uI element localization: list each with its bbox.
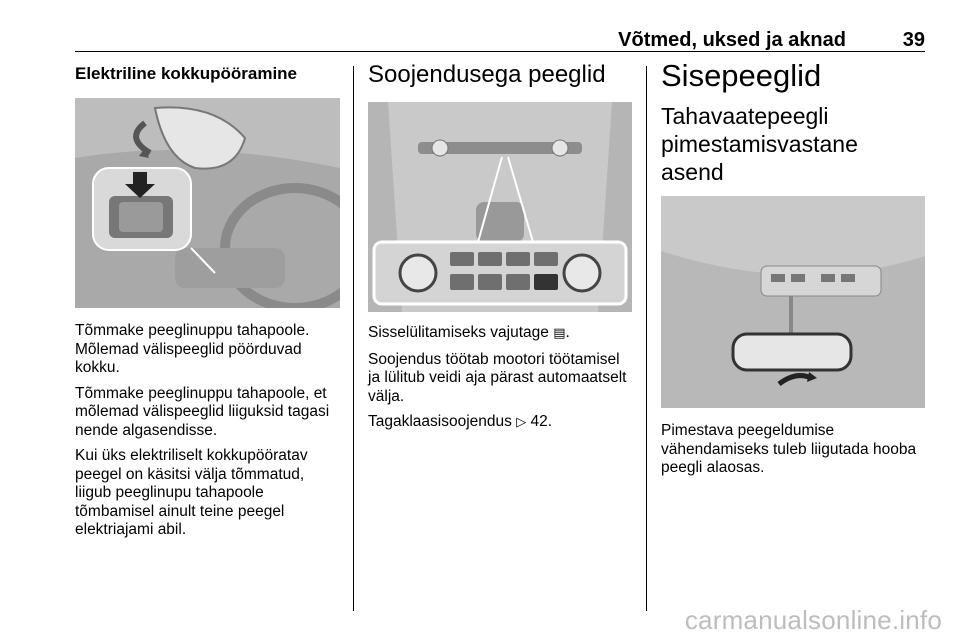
paragraph	[368, 324, 632, 344]
page-header-title: Võtmed, uksed ja aknad	[618, 29, 846, 51]
cross-reference	[368, 413, 632, 433]
cross-reference-label: Tagaklaasisoojendus	[368, 413, 512, 430]
figure-rearview-mirror	[661, 196, 925, 408]
section-heading-interior-mirrors: Sisepeeglid	[661, 58, 822, 93]
figure-mirror-fold-switch	[75, 98, 340, 308]
watermark: carmanualsonline.info	[684, 605, 942, 635]
cross-reference-page[interactable]: 42.	[530, 413, 553, 430]
paragraph: Tõmmake peeglinuppu tahapoole. Mõlemad välispeeglid pöörduvad kokku.	[75, 322, 310, 376]
section-heading-electric-folding: Elektriline kokkupööramine	[75, 64, 298, 83]
figure-climate-control-panel	[368, 102, 632, 312]
rear-window-heater-icon: ▤	[553, 326, 566, 341]
column-divider-2	[646, 66, 647, 611]
paragraph: Soojendus töötab mootori töötamisel ja lülitub veidi aja pärast automaatselt välja.	[368, 350, 627, 405]
column-interior-mirrors	[661, 58, 925, 485]
column-divider-1	[353, 66, 354, 611]
header-rule	[75, 51, 925, 52]
paragraph: Pimestava peegeldumise vähendamiseks tuleb liigutada hooba peegli alaosas.	[661, 422, 917, 476]
page-number: 39	[902, 29, 925, 51]
column-folding-mirrors	[75, 62, 340, 547]
paragraph: Kui üks elektriliselt kokkupööratav peegel on käsitsi välja tõmmatud, liigub peeglinupu tahapoole tõmbamisel ainult teine peegel elektriajami abil.	[75, 447, 308, 538]
paragraph-end: .	[565, 324, 570, 341]
column-heated-mirrors	[368, 62, 632, 440]
paragraph: Tõmmake peeglinuppu tahapoole, et mõlemad välispeeglid liiguksid tagasi nende algasendisse.	[75, 384, 330, 439]
page-reference-icon: ▷	[516, 415, 527, 430]
paragraph-text: Sisselülitamiseks vajutage	[368, 324, 549, 341]
subsection-heading-antidazzle: Tahavaatepeegli pimestamisvastane asend	[661, 103, 858, 185]
section-heading-heated-mirrors: Soojendusega peeglid	[368, 61, 606, 88]
